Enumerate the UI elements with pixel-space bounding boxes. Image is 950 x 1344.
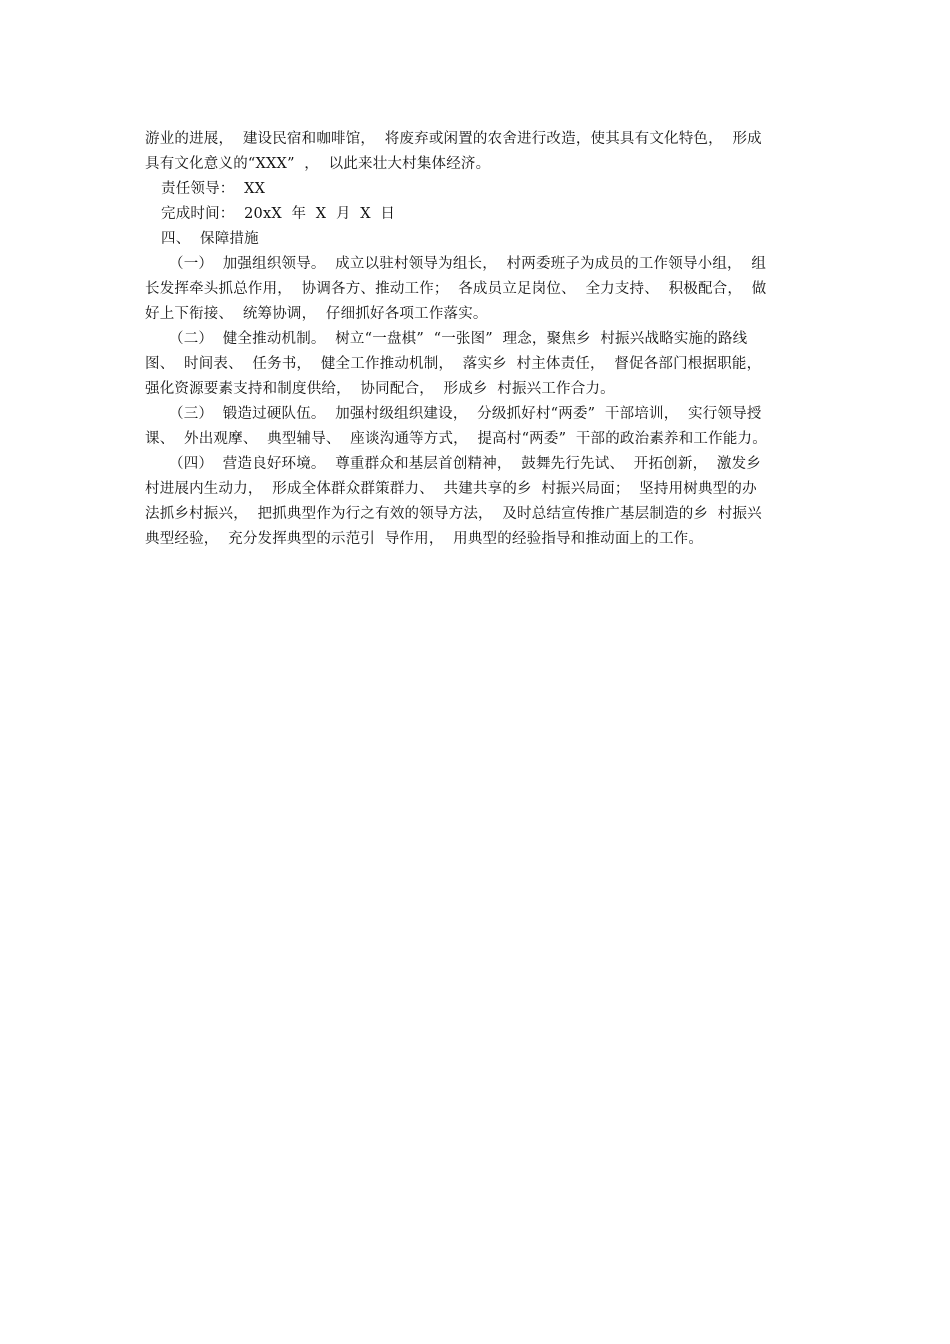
completion-time-line: 完成时间： 20xX 年 X 月 X 日 bbox=[161, 206, 396, 222]
responsible-leader-line: 责任领导： XX bbox=[161, 181, 266, 197]
paragraph-line: 具有文化意义的“XXX” ， 以此来壮大村集体经济。 bbox=[145, 156, 491, 172]
section-heading: 四、 保障措施 bbox=[161, 231, 259, 247]
paragraph-line: 长发挥牵头抓总作用， 协调各方、推动工作； 各成员立足岗位、 全力支持、 积极配合， 做 bbox=[145, 281, 767, 297]
paragraph-line: 典型经验， 充分发挥典型的示范引 导作用， 用典型的经验指导和推动面上的工作。 bbox=[145, 531, 704, 547]
paragraph-line: 村进展内生动力， 形成全体群众群策群力、 共建共享的乡 村振兴局面； 坚持用树典型的办 bbox=[145, 481, 757, 497]
paragraph-line: 法抓乡村振兴， 把抓典型作为行之有效的领导方法， 及时总结宣传推广基层制造的乡 村振兴 bbox=[145, 506, 762, 522]
paragraph-line: 强化资源要素支持和制度供给， 协同配合， 形成乡 村振兴工作合力。 bbox=[145, 381, 615, 397]
paragraph-line: （四） 营造良好环境。 尊重群众和基层首创精神， 鼓舞先行先试、 开拓创新， 激发乡 bbox=[169, 456, 761, 472]
paragraph-line: （三） 锻造过硬队伍。 加强村级组织建设， 分级抓好村“两委” 干部培训， 实行领导授 bbox=[169, 406, 762, 422]
paragraph-line: 课、 外出观摩、 典型辅导、 座谈沟通等方式， 提高村“两委” 干部的政治素养和工作能力。 bbox=[145, 431, 767, 447]
paragraph-line: 游业的进展， 建设民宿和咖啡馆， 将废弃或闲置的农舍进行改造，使其具有文化特色， 形成 bbox=[145, 131, 762, 147]
paragraph-line: 好上下衔接、 统筹协调， 仔细抓好各项工作落实。 bbox=[145, 306, 488, 322]
document-body bbox=[145, 127, 815, 552]
paragraph-line: 图、 时间表、 任务书， 健全工作推动机制， 落实乡 村主体责任， 督促各部门根据职能， bbox=[145, 356, 762, 372]
paragraph-line: （一） 加强组织领导。 成立以驻村领导为组长， 村两委班子为成员的工作领导小组， 组 bbox=[169, 256, 767, 272]
paragraph-line: （二） 健全推动机制。 树立“一盘棋” “一张图” 理念，聚焦乡 村振兴战略实施的路线 bbox=[169, 331, 748, 347]
